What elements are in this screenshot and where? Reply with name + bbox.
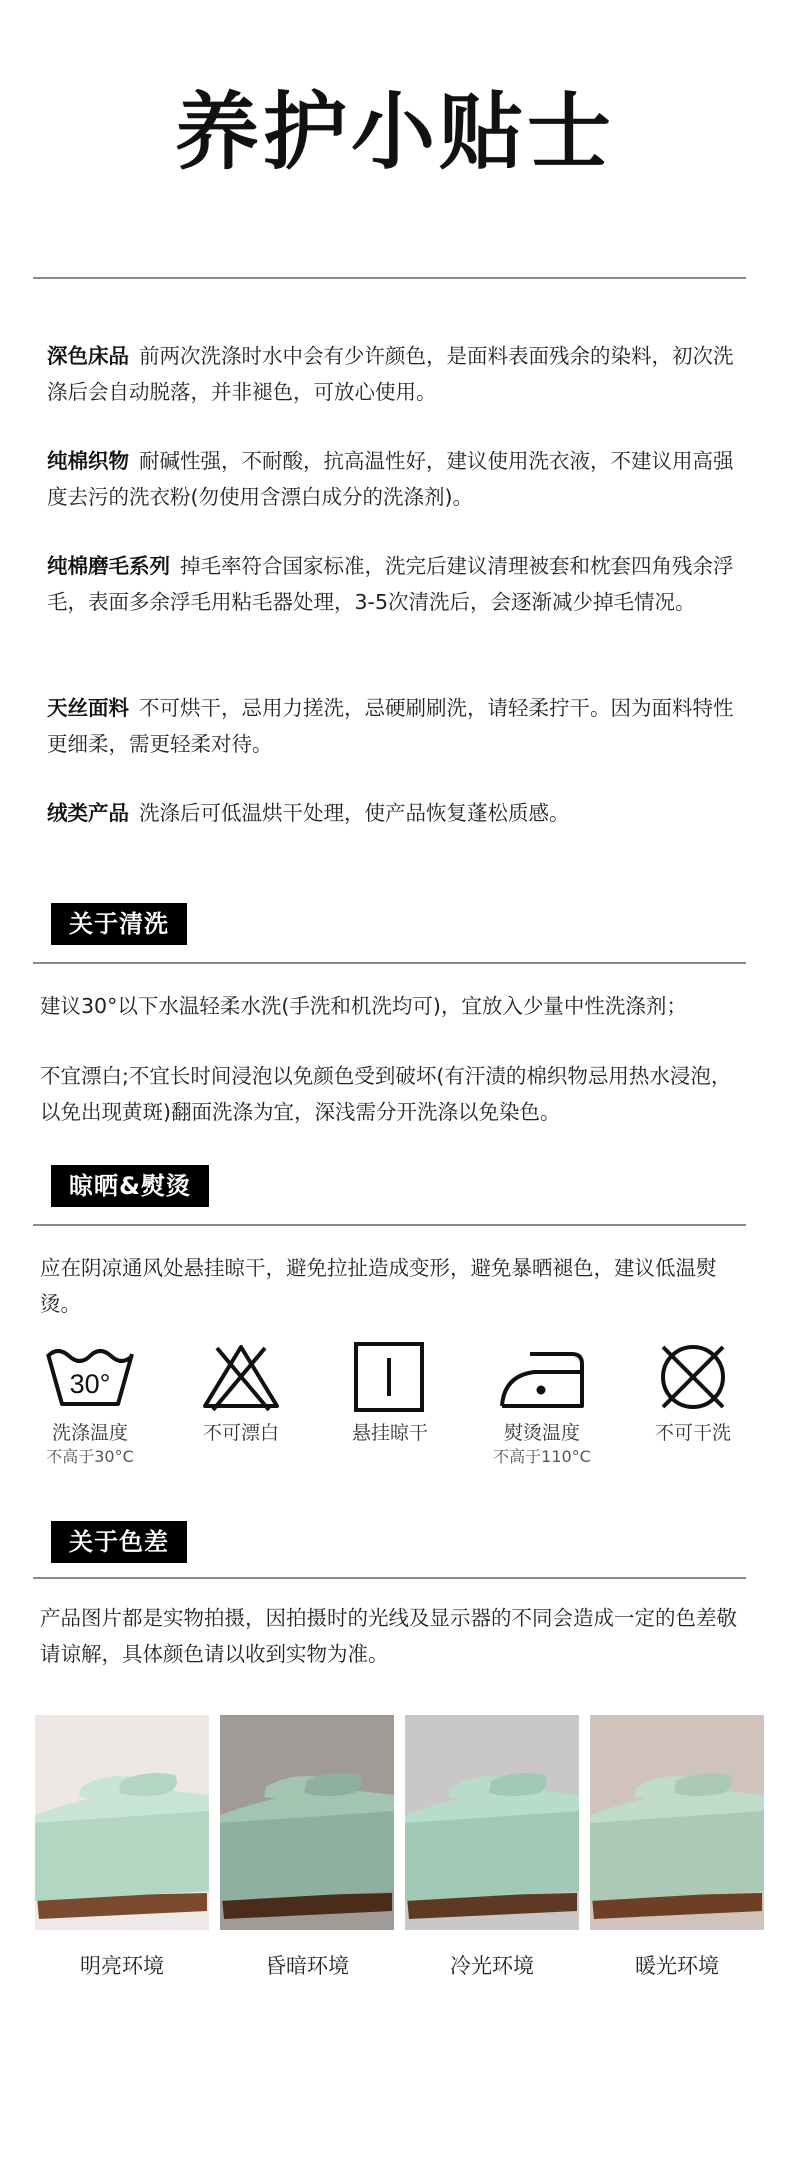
bed-photo	[220, 1715, 394, 1930]
photo-caption: 昏暗环境	[265, 1954, 349, 1978]
icon-label: 洗涤温度	[51, 1422, 128, 1444]
section-heading-drying: 晾晒&熨烫	[51, 1165, 209, 1207]
iron-icon	[494, 1342, 590, 1412]
tip-label: 绒类产品	[47, 801, 129, 825]
tip-text: 洗涤后可低温烘干处理，使产品恢复蓬松质感。	[139, 801, 570, 825]
no-bleach-icon	[193, 1342, 289, 1412]
care-item-no-bleach	[166, 1342, 316, 1446]
tip-tencel	[47, 690, 747, 762]
photo-caption: 暖光环境	[635, 1954, 719, 1978]
photo-caption: 冷光环境	[450, 1954, 534, 1978]
washing-paragraph-1: 建议30°以下水温轻柔水洗(手洗和机洗均可)，宜放入少量中性洗涤剂；	[40, 994, 687, 1018]
color-divider	[33, 1577, 746, 1579]
title-divider	[33, 277, 746, 279]
care-item-no-dry-clean	[618, 1342, 768, 1446]
care-item-hang-dry	[315, 1342, 465, 1446]
color-paragraph: 产品图片都是实物拍摄，因拍摄时的光线及显示器的不同会造成一定的色差敬请谅解，具体颜色请以收到实物为准。	[40, 1606, 737, 1666]
page-title: 养护小贴士	[174, 83, 615, 181]
no-dry-clean-icon	[645, 1342, 741, 1412]
tip-label: 纯棉织物	[47, 449, 129, 473]
hang-dry-icon	[342, 1342, 438, 1412]
tip-dark-bedding	[47, 338, 747, 410]
icon-sublabel: 不高于110°C	[493, 1447, 591, 1466]
section-heading-color: 关于色差	[51, 1521, 187, 1563]
tip-label: 纯棉磨毛系列	[47, 554, 170, 578]
icon-label: 熨烫温度	[503, 1422, 580, 1444]
bed-photo	[405, 1715, 579, 1930]
icon-label: 不可干洗	[654, 1422, 731, 1444]
bed-photo	[35, 1715, 209, 1930]
bed-photo	[590, 1715, 764, 1930]
section-heading-washing: 关于清洗	[51, 903, 187, 945]
wash-30-icon	[42, 1342, 138, 1412]
washing-paragraph-2: 不宜漂白;不宜长时间浸泡以免颜色受到破坏(有汗渍的棉织物忌用热水浸泡，以免出现黄斑)翻面洗涤为宜，深浅需分开洗涤以免染色。	[40, 1064, 732, 1124]
drying-divider	[33, 1224, 746, 1226]
drying-paragraph: 应在阴凉通风处悬挂晾干，避免拉扯造成变形，避免暴晒褪色，建议低温熨烫。	[40, 1256, 717, 1316]
tip-text: 掉毛率符合国家标准，洗完后建议清理被套和枕套四角残余浮毛，表面多余浮毛用粘毛器处理，3-5次清洗后，会逐渐减少掉毛情况。	[47, 554, 734, 614]
photo-caption: 明亮环境	[80, 1954, 164, 1978]
tip-text: 耐碱性强，不耐酸，抗高温性好，建议使用洗衣液，不建议用高强度去污的洗衣粉(勿使用含漂白成分的洗涤剂)。	[47, 449, 734, 509]
tip-label: 深色床品	[47, 344, 129, 368]
icon-label: 不可漂白	[202, 1422, 279, 1444]
washing-divider	[33, 962, 746, 964]
icon-label: 悬挂晾干	[351, 1422, 428, 1444]
care-item-wash-temperature	[15, 1342, 165, 1468]
tip-brushed-cotton	[47, 548, 747, 620]
tip-pure-cotton	[47, 443, 747, 515]
tip-label: 天丝面料	[47, 696, 129, 720]
care-item-ironing	[467, 1342, 617, 1468]
wash-temp-glyph: 30°	[69, 1369, 111, 1399]
icon-sublabel: 不高于30°C	[46, 1447, 134, 1466]
tip-text: 前两次洗涤时水中会有少许颜色，是面料表面残余的染料，初次洗涤后会自动脱落，并非褪色，可放心使用。	[47, 344, 734, 404]
tip-velvet	[47, 795, 747, 831]
tip-text: 不可烘干，忌用力搓洗，忌硬刷刷洗，请轻柔拧干。因为面料特性更细柔，需更轻柔对待。	[47, 696, 734, 756]
